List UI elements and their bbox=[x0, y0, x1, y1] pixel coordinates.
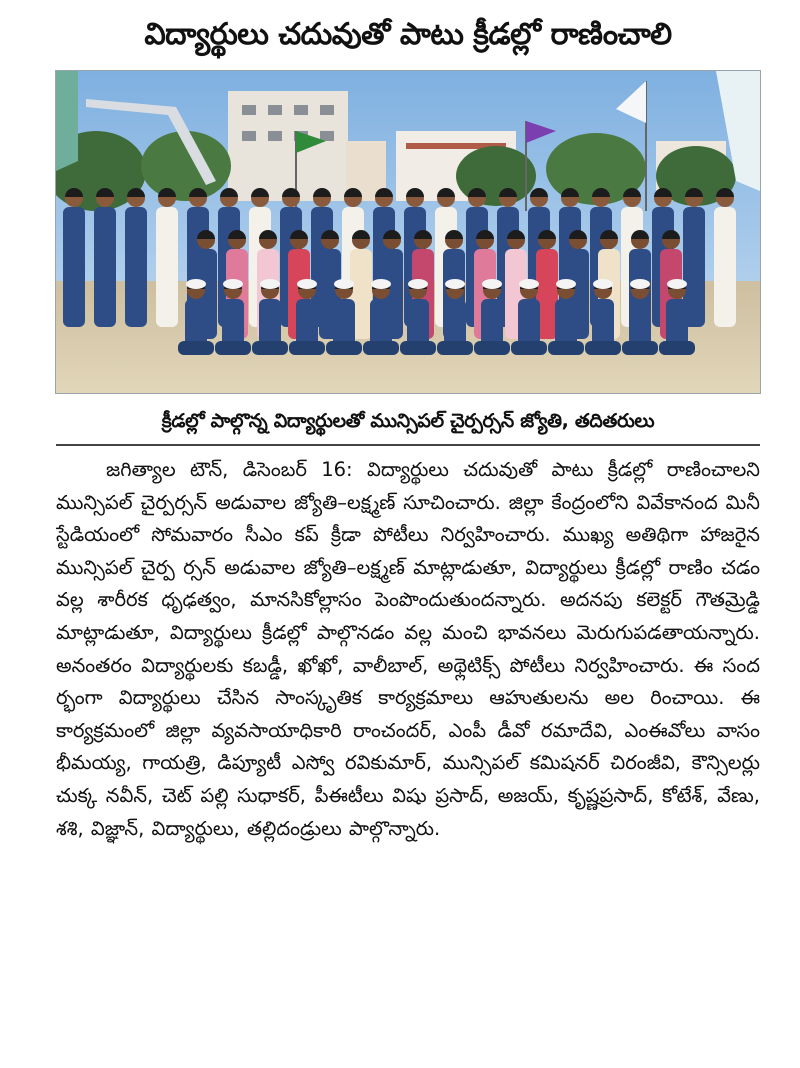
article-body: జగిత్యాల టౌన్, డిసెంబర్ 16: విద్యార్థులు చదువుతో పాటు క్రీడల్లో రాణించాలని మున్సిపల్ చైర్పర్సన్ అడువాల జ్యోతి–లక్ష్మణ్ సూచించారు. జిల్లా కేంద్రంలోని వివేకానంద మినీ స్టేడియంలో సోమవారం సీఎం కప్ క్రీడా పోటీలు నిర్వహించారు. ముఖ్య అతిథిగా హాజరైన మున్సిపల్ చైర్ప ర్సన్ అడువాల జ్యోతి–లక్ష్మణ్ మాట్లాడుతూ, విద్యార్థులు క్రీడల్లో రాణిం చడం వల్ల శారీరక ధృఢత్వం, మానసికోల్లాసం పెంపొందుతుందన్నారు. అదనపు కలెక్టర్ గౌతమ్రెడ్డి మాట్లాడుతూ, విద్యార్థులు క్రీడల్లో పాల్గొనడం వల్ల మంచి భావనలు మెరుగుపడతాయన్నారు. అనంతరం విద్యార్థులకు కబడ్డీ, ఖోఖో, వాలీబాల్, అథ్లెటిక్స్ పోటీలు నిర్వహించారు. ఈ సంద ర్భంగా విద్యార్థులు చేసిన సాంస్కృతిక కార్యక్రమాలు ఆహుతులను అల రించాయి. ఈ కార్యక్రమంలో జిల్లా వ్యవసాయాధికారి రాంచందర్, ఎంపీ డీవో రమాదేవి, ఎంఈవోలు వాసం భీమయ్య, గాయత్రి, డిప్యూటీ ఎస్వో రవికుమార్, మున్సిపల్ కమిషనర్ చిరంజీవి, కౌన్సిలర్లు చుక్క నవీన్, చెట్ పల్లి సుధాకర్, పీఈటీలు విషు ప్రసాద్, అజయ్, కృష్ణప్రసాద్, కోటేశ్, వేణు, శశి, విజ్ఞాన్, విద్యార్థులు, తల్లిదండ్రులు పాల్గొన్నారు. bbox=[56, 458, 760, 840]
group-photo bbox=[55, 70, 761, 394]
photo-caption: క్రీడల్లో పాల్గొన్న విద్యార్థులతో మున్సిపల్ చైర్పర్సన్ జ్యోతి, తదితరులు bbox=[161, 410, 655, 432]
news-clipping bbox=[50, 8, 766, 1060]
headline: విద్యార్థులు చదువుతో పాటు క్రీడల్లో రాణించాలి bbox=[144, 17, 672, 52]
caption-divider bbox=[56, 444, 760, 446]
